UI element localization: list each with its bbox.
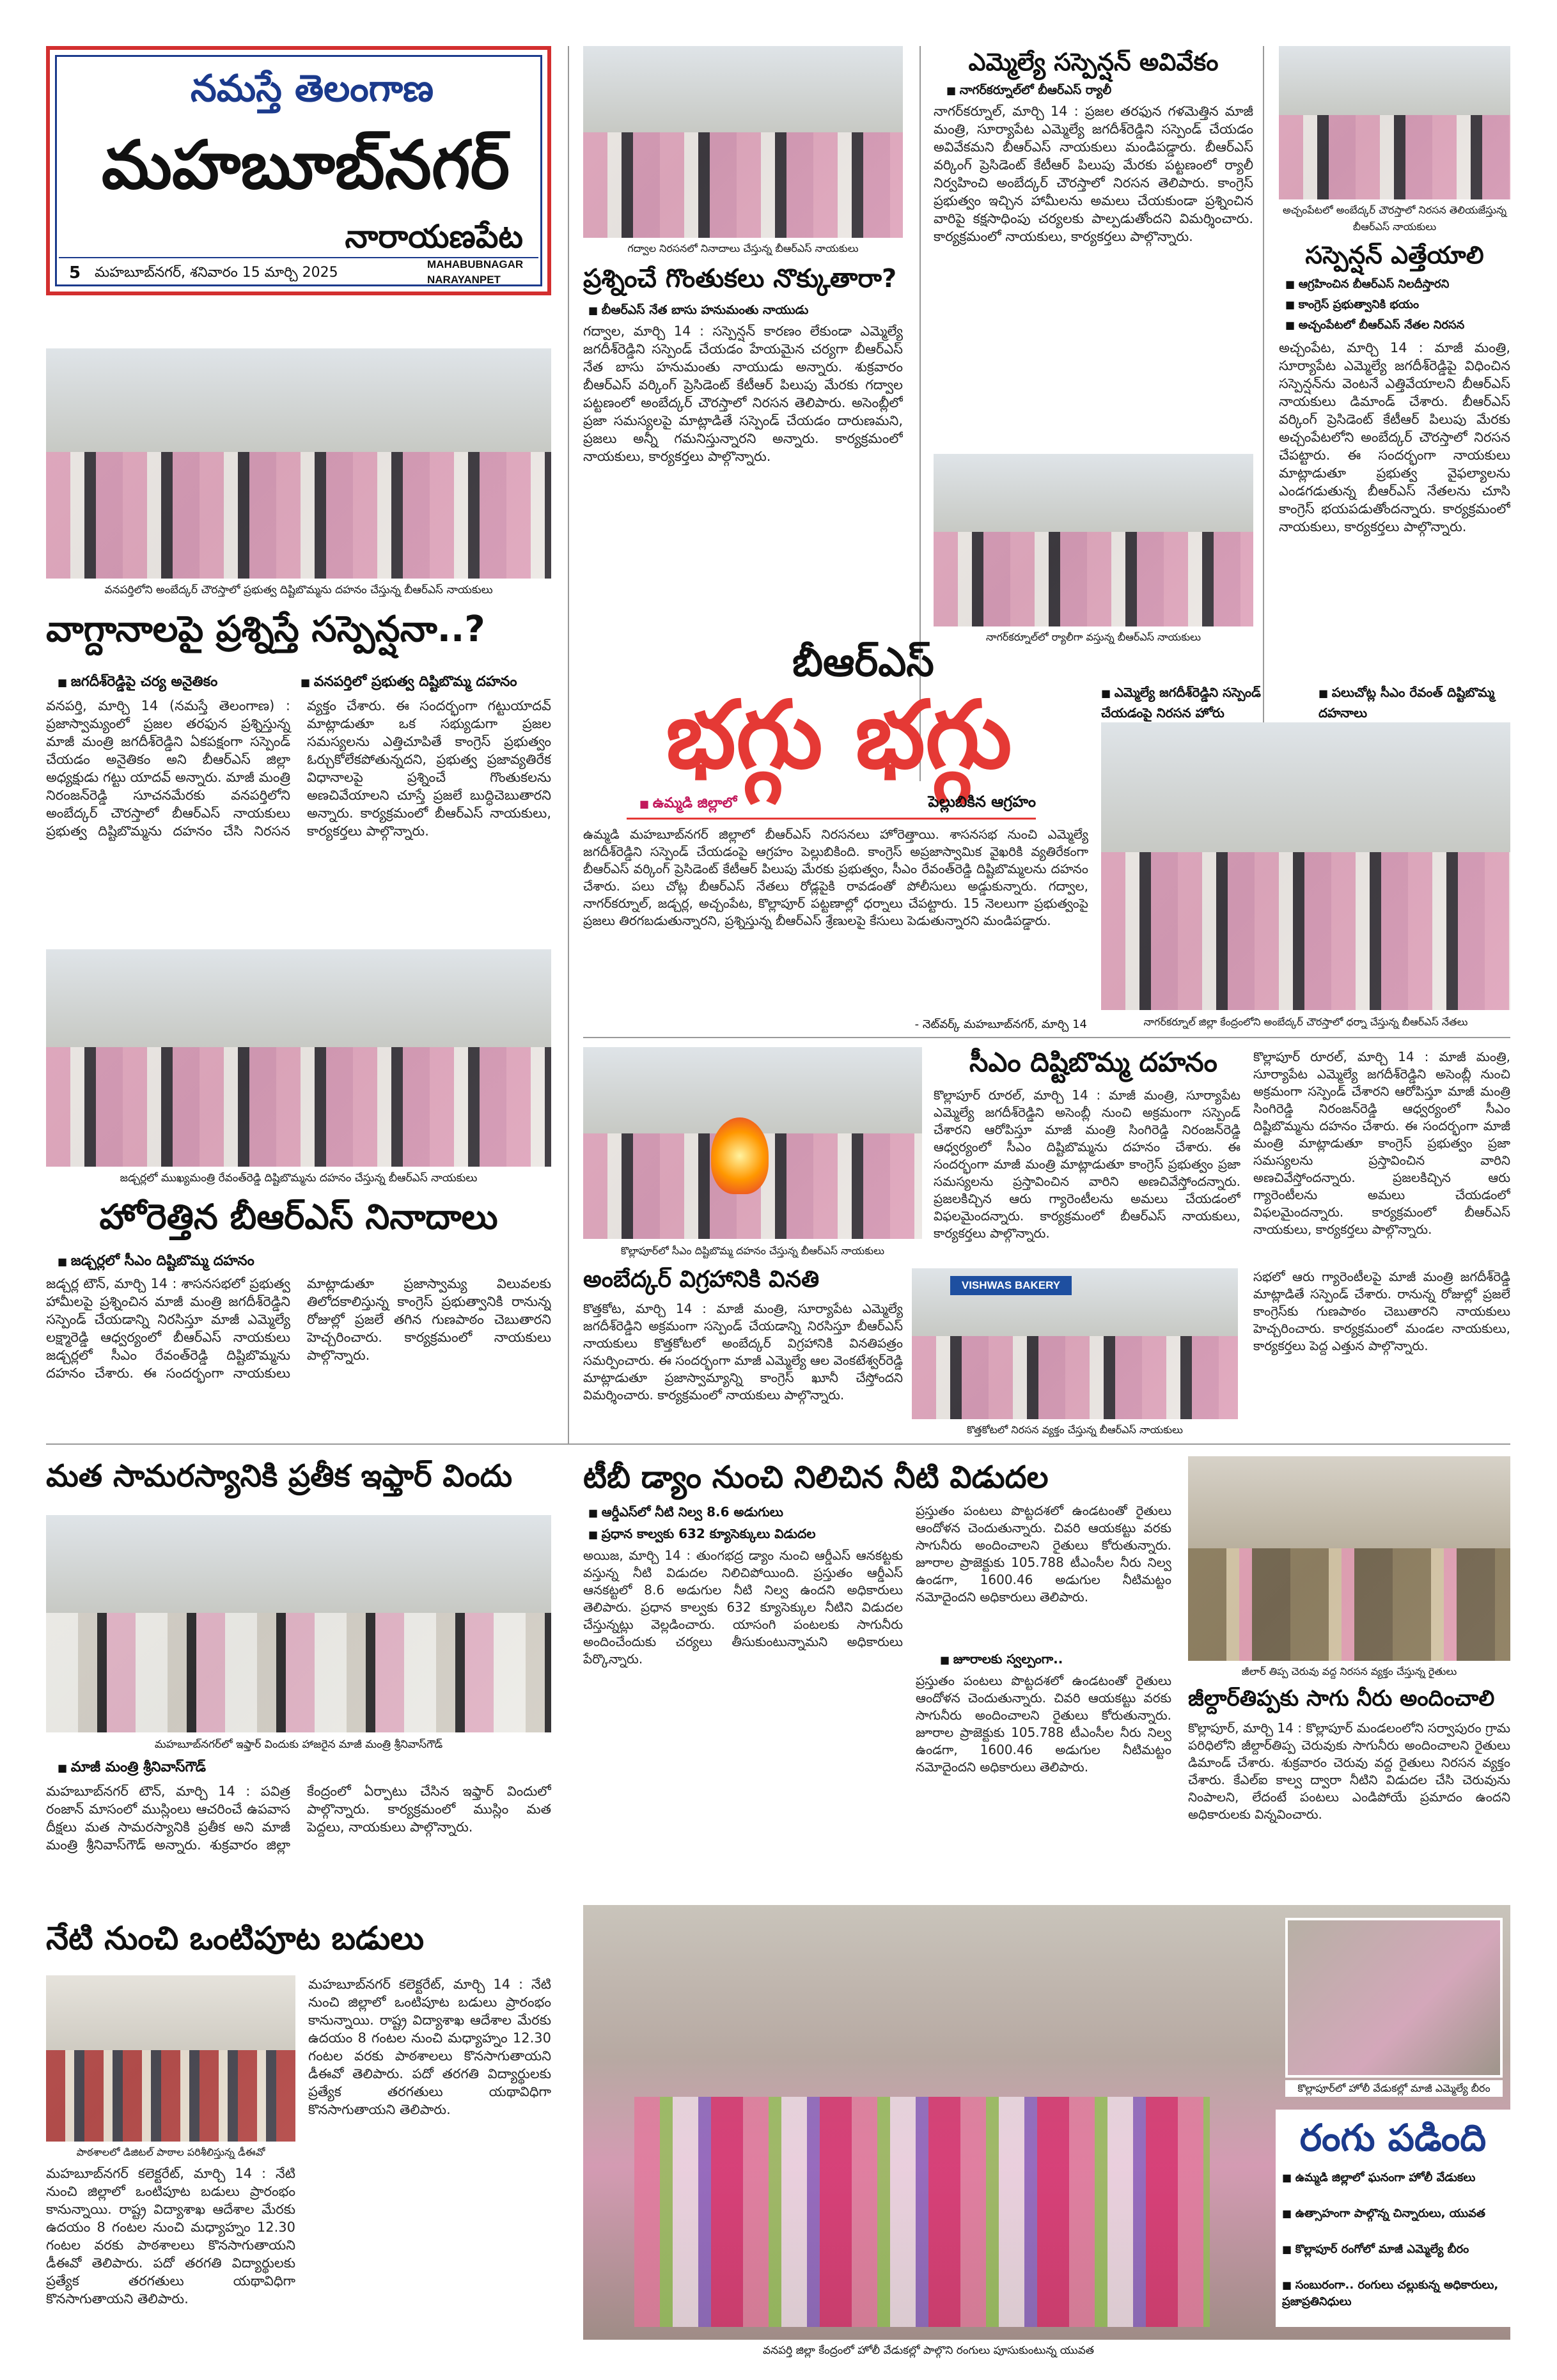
photo-caption: వనపర్తి జిల్లా కేంద్రంలో హోలీ వేడుకల్లో పాల్గొని రంగులు పూసుకుంటున్న యువత bbox=[763, 2344, 1094, 2357]
dateline: మహబూబ్‌నగర్, శనివారం 15 మార్చి 2025 bbox=[95, 265, 338, 281]
story-headline: జీల్దార్‌తిప్పకు సాగు నీరు అందించాలి bbox=[1188, 1686, 1495, 1711]
story-body: మహబూబ్‌నగర్ టౌన్, మార్చి 14 : పవిత్ర రంజాన్ మాసంలో ముస్లింలు ఆచరించే ఉపవాస దీక్షలు మత సామరస్యానికి ప్రతీక అని మాజీ మంత్రి శ్రీనివాస్‌గౌడ్ అన్నారు. శుక్రవారం జిల్లా కేంద్రంలో ఏర్పాటు చేసిన ఇఫ్తార్ విందులో పాల్గొన్నారు. కార్యక్రమంలో ముస్లిం మత పెద్దలు, నాయకులు పాల్గొన్నారు. bbox=[46, 1784, 551, 1853]
photo-crowd bbox=[583, 132, 903, 238]
story-headline: సీఎం దిష్టిబొమ్మ దహనం bbox=[969, 1046, 1217, 1078]
paper-name: నమస్తే తెలంగాణ bbox=[191, 66, 434, 110]
story-body-continued: ప్రస్తుతం పంటలు పొట్టదశలో ఉండటంతో రైతులు ఆందోళన చెందుతున్నారు. చివరి ఆయకట్టు వరకు సాగునీరు అందించాలని రైతులు కోరుతున్నారు. జూరాల ప్రాజెక్టుకు 105.788 టీఎంసీల నీరు నిల్వ ఉండగా, 1600.46 అడుగుల నీటిమట్టం నమోదైందని అధికారులు తెలిపారు. bbox=[916, 1673, 1171, 1775]
story-body: కొల్లాపూర్ రూరల్, మార్చి 14 : మాజీ మంత్రి, సూర్యాపేట ఎమ్మెల్యే జగదీశ్‌రెడ్డిని అసెంబ్లీ నుంచి అక్రమంగా సస్పెండ్ చేశారని ఆరోపిస్తూ మాజీ మంత్రి సింగిరెడ్డి నిరంజన్‌రెడ్డి ఆధ్వర్యంలో సీఎం దిష్టిబొమ్మను దహనం చేశారు. ఈ సందర్భంగా మాజీ మంత్రి మాట్లాడుతూ కాంగ్రెస్ ప్రభుత్వం ప్రజా సమస్యలను ప్రస్తావించిన వారిని అణచివేస్తోందన్నారు. ప్రజలకిచ్చిన ఆరు గ్యారెంటీలను అమలు చేయడంలో విఫలమైందన్నారు. కార్యక్రమంలో బీఆర్ఎస్ నాయకులు, కార్యకర్తలు పాల్గొన్నారు. bbox=[934, 1087, 1240, 1241]
photo-nagarkurnool-dharna bbox=[1101, 722, 1510, 1010]
story-subhead: ■ కొల్లాపూర్ రంగోలో మాజీ ఎమ్మెల్యే బీరం bbox=[1282, 2241, 1507, 2258]
photo-crowd bbox=[46, 452, 551, 579]
story-body: కొత్తకోట, మార్చి 14 : మాజీ మంత్రి, సూర్యాపేట ఎమ్మెల్యే జగదీశ్‌రెడ్డిని అక్రమంగా సస్పెండ్ చేయడాన్ని నిరసిస్తూ బీఆర్ఎస్ నాయకులు కొత్తకోటలో అంబేద్కర్ విగ్రహానికి వినతిపత్రం సమర్పించారు. ఈ సందర్భంగా మాజీ ఎమ్మెల్యే ఆల వెంకటేశ్వర్‌రెడ్డి మాట్లాడుతూ ప్రజాస్వామ్యాన్ని కాంగ్రెస్ ఖూనీ చేస్తోందని విమర్శించారు. కార్యక్రమంలో నాయకులు పాల్గొన్నారు. bbox=[583, 1301, 903, 1403]
lead-kicker: పెల్లుబికిన ఆగ్రహం bbox=[928, 793, 1036, 811]
page-number: 5 bbox=[69, 263, 81, 283]
edition-label-1: MAHABUBNAGAR bbox=[427, 258, 524, 270]
story-subhead: ■ బీఆర్ఎస్ నేత బాసు హనుమంతు నాయుడు bbox=[588, 300, 902, 320]
section-divider bbox=[46, 1443, 1510, 1445]
photo-sky bbox=[583, 46, 903, 132]
photo-crowd bbox=[1101, 852, 1510, 1011]
photo-crowd bbox=[934, 532, 1253, 627]
photo-crowd bbox=[46, 2050, 295, 2142]
edition-title: మహబూబ్‌నగర్ bbox=[101, 125, 510, 204]
story-subhead: ■ ఉత్సాహంగా పాల్గొన్న చిన్నారులు, యువత bbox=[1282, 2205, 1507, 2222]
lead-kicker: ■ ఉమ్మడి జిల్లాలో bbox=[639, 794, 793, 814]
story-body-continued: కొల్లాపూర్ రూరల్, మార్చి 14 : మాజీ మంత్రి, సూర్యాపేట ఎమ్మెల్యే జగదీశ్‌రెడ్డిని అసెంబ్లీ నుంచి అక్రమంగా సస్పెండ్ చేశారని ఆరోపిస్తూ మాజీ మంత్రి సింగిరెడ్డి నిరంజన్‌రెడ్డి ఆధ్వర్యంలో సీఎం దిష్టిబొమ్మను దహనం చేశారు. ఈ సందర్భంగా మాజీ మంత్రి మాట్లాడుతూ కాంగ్రెస్ ప్రభుత్వం ప్రజా సమస్యలను ప్రస్తావించిన వారిని అణచివేస్తోందన్నారు. ప్రజలకిచ్చిన ఆరు గ్యారెంటీలను అమలు చేయడంలో విఫలమైందన్నారు. కార్యక్రమంలో బీఆర్ఎస్ నాయకులు, కార్యకర్తలు పాల్గొన్నారు. bbox=[1253, 1049, 1510, 1237]
story-headline: ప్రశ్నించే గొంతుకలు నొక్కుతారా? bbox=[583, 264, 897, 293]
photo-sky bbox=[46, 1515, 551, 1613]
photo-jadcherla-effigy bbox=[46, 949, 551, 1167]
lead-brs-label: బీఆర్ఎస్ bbox=[792, 639, 934, 685]
story-body-continued: ప్రస్తుతం పంటలు పొట్టదశలో ఉండటంతో రైతులు ఆందోళన చెందుతున్నారు. చివరి ఆయకట్టు వరకు సాగునీరు అందించాలని రైతులు కోరుతున్నారు. జూరాల ప్రాజెక్టుకు 105.788 టీఎంసీల నీరు నిల్వ ఉండగా, 1600.46 అడుగుల నీటిమట్టం నమోదైందని అధికారులు తెలిపారు. bbox=[916, 1503, 1171, 1605]
photo-sky bbox=[46, 949, 551, 1047]
story-subhead: ■ వనపర్తిలో ప్రభుత్వ దిష్టిబొమ్మ దహనం bbox=[301, 673, 550, 692]
photo-sky bbox=[934, 454, 1253, 532]
photo-caption: అచ్చంపేటలో అంబేద్కర్ చౌరస్తాలో నిరసన తెలియజేస్తున్న బీఆర్ఎస్ నాయకులు bbox=[1282, 204, 1506, 233]
photo-caption: జీలార్ తిప్ప చెరువు వద్ద నిరసన వ్యక్తం చేస్తున్న రైతులు bbox=[1241, 1665, 1457, 1677]
masthead bbox=[46, 46, 551, 295]
color-splash bbox=[634, 2097, 1210, 2327]
photo-sky bbox=[1279, 46, 1510, 115]
column-rule bbox=[568, 46, 569, 1443]
lead-photo-subhead: ■ పలుచోట్ల సీఎం రేవంత్ దిష్టిబొమ్మ దహనాలు bbox=[1318, 683, 1510, 722]
section-divider bbox=[583, 1037, 1510, 1038]
story-headline: అంబేద్కర్ విగ్రహానికి వినతి bbox=[583, 1266, 820, 1293]
story-body: వనపర్తి, మార్చి 14 (నమస్తే తెలంగాణ) : ప్రజాస్వామ్యంలో ప్రజల తరఫున ప్రశ్నిస్తున్న మాజీ మంత్రి జగదీశ్‌రెడ్డిని ఏకపక్షంగా సస్పెండ్ చేయడం అనైతికం అని బీఆర్ఎస్ జిల్లా అధ్యక్షుడు గట్టు యాదవ్ అన్నారు. మాజీ మంత్రి నిరంజన్‌రెడ్డి సూచనమేరకు వనపర్తిలోని అంబేద్కర్ చౌరస్తాలో బీఆర్ఎస్ నాయకులు ప్రభుత్వ దిష్టిబొమ్మను దహనం చేసి నిరసన వ్యక్తం చేశారు. ఈ సందర్భంగా గట్టుయాదవ్ మాట్లాడుతూ ఒక సభ్యుడుగా ప్రజల సమస్యలను ఎత్తిచూపితే కాంగ్రెస్ ప్రభుత్వం ఓర్చుకోలేకపోతున్నదని, ప్రభుత్వ ప్రజావ్యతిరేక విధానాలపై ప్రశ్నించే గొంతుకలను అణచివేయాలని చూస్తే ప్రజలే బుద్ధిచెబుతారని అన్నారు. కార్యక్రమంలో బీఆర్ఎస్ నాయకులు, కార్యకర్తలు పాల్గొన్నారు. bbox=[46, 698, 551, 839]
column-rule bbox=[1263, 46, 1264, 743]
story-body: జడ్చర్ల టౌన్, మార్చి 14 : శాసనసభలో ప్రభుత్వ హామీలపై ప్రశ్నించిన మాజీ మంత్రి జగదీశ్‌రెడ్డిని సస్పెండ్ చేయడాన్ని నిరసిస్తూ మాజీ ఎమ్మెల్యే లక్ష్మారెడ్డి ఆధ్వర్యంలో బీఆర్ఎస్ నాయకులు జడ్చర్లలో సీఎం రేవంత్‌రెడ్డి దిష్టిబొమ్మను దహనం చేశారు. ఈ సందర్భంగా నాయకులు మాట్లాడుతూ ప్రజాస్వామ్య విలువలకు తిలోదకాలిస్తున్న కాంగ్రెస్ ప్రభుత్వానికి రానున్న రోజుల్లో ప్రజలే తగిన గుణపాఠం చెబుతారని హెచ్చరించారు. కార్యక్రమంలో నాయకులు పాల్గొన్నారు. bbox=[46, 1276, 551, 1381]
story-subhead: ■ సంబురంగా.. రంగులు చల్లుకున్న అధికారులు, ప్రజాప్రతినిధులు bbox=[1282, 2277, 1507, 2310]
story-subhead: ■ జూరాలకు స్వల్పంగా.. bbox=[940, 1649, 1170, 1670]
fire-shape bbox=[711, 1117, 769, 1194]
sub-edition: నారాయణపేట bbox=[345, 217, 523, 255]
lead-headline: భగ్గు భగ్గు bbox=[666, 680, 1012, 789]
photo-crowd bbox=[46, 1613, 551, 1732]
story-subhead: ■ ప్రధాన కాల్వకు 632 క్యూసెక్కులు విడుదల bbox=[588, 1524, 895, 1544]
photo-sky bbox=[1101, 722, 1510, 852]
lead-photo-subhead: ■ ఎమ్మెల్యే జగదీశ్‌రెడ్డిని సస్పెండ్ చేయడంపై నిరసన హోరు bbox=[1101, 683, 1312, 722]
story-headline: హోరెత్తిన బీఆర్ఎస్ నినాదాలు bbox=[99, 1197, 498, 1237]
story-headline: మత సామరస్యానికి ప్రతీక ఇఫ్తార్ విందు bbox=[46, 1458, 513, 1494]
photo-caption: పాఠశాలలో డిజిటల్ పాఠాల పరిశీలిస్తున్న డీఈవో bbox=[76, 2146, 265, 2158]
story-body: మహబూబ్‌నగర్ కలెక్టరేట్, మార్చి 14 : నేటి నుంచి జిల్లాలో ఒంటిపూట బడులు ప్రారంభం కానున్నాయి. రాష్ట్ర విద్యాశాఖ ఆదేశాల మేరకు ఉదయం 8 గంటల నుంచి మధ్యాహ్నం 12.30 గంటల వరకు పాఠశాలలు కొనసాగుతాయని డీఈవో తెలిపారు. పదో తరగతి విద్యార్థులకు ప్రత్యేక తరగతులు యథావిధిగా కొనసాగుతాయని తెలిపారు. bbox=[46, 2166, 295, 2306]
story-headline: టీబీ డ్యాం నుంచి నిలిచిన నీటి విడుదల bbox=[583, 1459, 1049, 1495]
lead-dateline: - నెట్‌వర్క్ మహబూబ్‌నగర్, మార్చి 14 bbox=[914, 1018, 1087, 1031]
photo-sky bbox=[1188, 1456, 1510, 1548]
photo-caption: మహబూబ్‌నగర్‌లో ఇఫ్తార్ విందుకు హాజరైన మాజీ మంత్రి శ్రీనివాస్‌గౌడ్ bbox=[154, 1738, 443, 1751]
photo-caption: జడ్చర్లలో ముఖ్యమంత్రి రేవంత్‌రెడ్డి దిష్టిబొమ్మను దహనం చేస్తున్న బీఆర్ఎస్ నాయకులు bbox=[120, 1172, 478, 1185]
photo-sky bbox=[46, 348, 551, 452]
photo-jeeladar-farmers bbox=[1188, 1456, 1510, 1661]
holi-inset-photo bbox=[1285, 1918, 1503, 2078]
photo-achampet-protest bbox=[1279, 46, 1510, 199]
lead-body: ఉమ్మడి మహబూబ్‌నగర్ జిల్లాలో బీఆర్ఎస్ నిరసనలు హోరెత్తాయి. శాసనసభ నుంచి ఎమ్మెల్యే జగదీశ్‌రెడ్డిని సస్పెండ్ చేయడంపై ఆగ్రహం పెల్లుబికింది. కాంగ్రెస్ అప్రజాస్వామిక వైఖరికి వ్యతిరేకంగా బీఆర్ఎస్ వర్కింగ్ ప్రెసిడెంట్ కేటీఆర్ పిలుపు మేరకు ప్రభుత్వం, సీఎం రేవంత్‌రెడ్డి దిష్టిబొమ్మలను దహనం చేశారు. పలు చోట్ల బీఆర్ఎస్ నేతలు రోడ్లపైకి రావడంతో పోలీసులు అడ్డుకున్నారు. గద్వాల, నాగర్‌కర్నూల్, జడ్చర్ల, అచ్చంపేట, కొల్లాపూర్ పట్టణాల్లో ధర్నాలు చేపట్టారు. 15 నెలలుగా ప్రభుత్వంపై ప్రజలు తిరగబడుతున్నారని, ప్రశ్నిస్తున్న బీఆర్ఎస్ శ్రేణులపై కేసులు పెడుతున్నారని మండిపడ్డారు. bbox=[583, 827, 1088, 928]
photo-caption: వనపర్తిలోని అంబేద్కర్ చౌరస్తాలో ప్రభుత్వ దిష్టిబొమ్మను దహనం చేస్తున్న బీఆర్ఎస్ నాయకులు bbox=[104, 584, 493, 596]
photo-caption: కొల్లాపూర్‌లో సీఎం దిష్టిబొమ్మ దహనం చేస్తున్న బీఆర్ఎస్ నాయకులు bbox=[620, 1245, 885, 1257]
photo-sky bbox=[583, 1047, 922, 1133]
story-body: గద్వాల, మార్చి 14 : సస్పెన్షన్ కారణం లేకుండా ఎమ్మెల్యే జగదీశ్‌రెడ్డిని సస్పెండ్ చేయడం హేయమైన చర్యగా బీఆర్ఎస్ నేత బాసు హనుమంతు నాయుడు అన్నారు. శుక్రవారం బీఆర్ఎస్ వర్కింగ్ ప్రెసిడెంట్ కేటీఆర్ పిలుపు మేరకు గద్వాల పట్టణంలో అంబేద్కర్ చౌరస్తాలో నిరసన తెలిపారు. అసెంబ్లీలో ప్రజా సమస్యలపై మాట్లాడితే సస్పెండ్ చేయడం దారుణమని, ప్రజలు అన్నీ గమనిస్తున్నారని అన్నారు. కార్యక్రమంలో నాయకులు, కార్యకర్తలు పాల్గొన్నారు. bbox=[583, 323, 903, 464]
photo-caption: గద్వాల నిరసనలో నినాదాలు చేస్తున్న బీఆర్ఎస్ నాయకులు bbox=[627, 242, 859, 254]
photo-kollapur-effigy bbox=[583, 1047, 922, 1239]
story-subhead: ■ ఉమ్మడి జిల్లాలో ఘనంగా హోలీ వేడుకలు bbox=[1282, 2170, 1507, 2186]
photo-gadwal-protest bbox=[583, 46, 903, 238]
photo-wanaparthy-protest bbox=[46, 348, 551, 579]
story-body: కొల్లాపూర్, మార్చి 14 : కొల్లాపూర్ మండలంలోని సర్వాపురం గ్రామ పరిధిలోని జీల్దార్‌తిప్ప చెరువుకు సాగునీరు అందించాలని రైతులు డిమాండ్ చేశారు. శుక్రవారం చెరువు వద్ద రైతులు నిరసన వ్యక్తం చేశారు. కేఎల్ఐ కాల్వ ద్వారా నీటిని విడుదల చేసి చెరువును నింపాలని, లేదంటే పంటలు ఎండిపోయే ప్రమాదం ఉందని అధికారులకు విన్నవించారు. bbox=[1188, 1720, 1510, 1822]
photo-caption: కొత్తకోటలో నిరసన వ్యక్తం చేస్తున్న బీఆర్ఎస్ నాయకులు bbox=[967, 1424, 1183, 1436]
holi-headline: రంగు పడింది bbox=[1299, 2116, 1487, 2159]
story-subhead: ■ ఆగ్రహించిన బీఆర్ఎస్ నిలదీస్తారని bbox=[1285, 275, 1509, 294]
story-headline: ఎమ్మెల్యే సస్పెన్షన్ అవివేకం bbox=[968, 48, 1219, 76]
photo-crowd bbox=[1188, 1548, 1510, 1661]
story-body: అచ్చంపేట, మార్చి 14 : మాజీ మంత్రి, సూర్యాపేట ఎమ్మెల్యే జగదీశ్‌రెడ్డిపై విధించిన సస్పెన్షన్‌ను వెంటనే ఎత్తివేయాలని బీఆర్ఎస్ నాయకులు డిమాండ్ చేశారు. బీఆర్ఎస్ వర్కింగ్ ప్రెసిడెంట్ కేటీఆర్ పిలుపు మేరకు అచ్చంపేటలోని అంబేద్కర్ చౌరస్తాలో నిరసన చేపట్టారు. ఈ సందర్భంగా నాయకులు మాట్లాడుతూ ప్రభుత్వ వైఫల్యాలను ఎండగడుతున్న బీఆర్ఎస్ నేతలను చూసి కాంగ్రెస్ భయపడుతోందన్నారు. కార్యక్రమంలో నాయకులు, కార్యకర్తలు పాల్గొన్నారు. bbox=[1279, 340, 1510, 534]
holi-inset-caption: కొల్లాపూర్‌లో హోలీ వేడుకల్లో మాజీ ఎమ్మెల్యే బీరం bbox=[1285, 2080, 1503, 2097]
story-subhead: ■ జగదీశ్‌రెడ్డిపై చర్య అనైతికం bbox=[58, 673, 301, 692]
photo-caption: నాగర్‌కర్నూల్ జిల్లా కేంద్రంలోని అంబేద్కర్ చౌరస్తాలో ధర్నా చేస్తున్న బీఆర్ఎస్ నేతలు bbox=[1143, 1016, 1468, 1028]
story-subhead: ■ ఆర్డీఎస్‌లో నీటి నిల్వ 8.6 అడుగులు bbox=[588, 1502, 895, 1523]
story-subhead: ■ అచ్చంపేటలో బీఆర్ఎస్ నేతల నిరసన bbox=[1285, 316, 1509, 335]
story-body: అయిజ, మార్చి 14 : తుంగభద్ర డ్యాం నుంచి ఆర్డీఎస్ ఆనకట్టకు వస్తున్న నీటి విడుదల నిలిచిపోయింది. ప్రస్తుతం ఆర్డీఎస్ ఆనకట్టలో 8.6 అడుగుల నీటి నిల్వ ఉందని అధికారులు తెలిపారు. ప్రధాన కాల్వకు 632 క్యూసెక్కుల నీటిని విడుదల చేస్తున్నట్లు వెల్లడించారు. యాసంగి పంటలకు సాగునీరు అందించేందుకు చర్యలు తీసుకుంటున్నామని అధికారులు పేర్కొన్నారు. bbox=[583, 1548, 903, 1667]
photo-kothakota-protest bbox=[912, 1268, 1238, 1419]
edition-label-2: NARAYANPET bbox=[427, 274, 501, 286]
photo-iftar bbox=[46, 1515, 551, 1732]
story-body-continued: మహబూబ్‌నగర్ కలెక్టరేట్, మార్చి 14 : నేటి నుంచి జిల్లాలో ఒంటిపూట బడులు ప్రారంభం కానున్నాయి. రాష్ట్ర విద్యాశాఖ ఆదేశాల మేరకు ఉదయం 8 గంటల నుంచి మధ్యాహ్నం 12.30 గంటల వరకు పాఠశాలలు కొనసాగుతాయని డీఈవో తెలిపారు. పదో తరగతి విద్యార్థులకు ప్రత్యేక తరగతులు యథావిధిగా కొనసాగుతాయని తెలిపారు. bbox=[308, 1977, 551, 2117]
story-headline: సస్పెన్షన్ ఎత్తేయాలి bbox=[1305, 241, 1484, 269]
story-subhead: ■ నాగర్‌కర్నూల్‌లో బీఆర్ఎస్ ర్యాలీ bbox=[946, 81, 1247, 100]
story-body: నాగర్‌కర్నూల్, మార్చి 14 : ప్రజల తరఫున గళమెత్తిన మాజీ మంత్రి, సూర్యాపేట ఎమ్మెల్యే జగదీశ్‌రెడ్డిని సస్పెండ్ చేయడం అవివేకమని బీఆర్ఎస్ నాయకులు మండిపడ్డారు. బీఆర్ఎస్ వర్కింగ్ ప్రెసిడెంట్ కేటీఆర్ పిలుపు మేరకు పట్టణంలో ర్యాలీ నిర్వహించి అంబేద్కర్ చౌరస్తాలో నిరసన తెలిపారు. కాంగ్రెస్ ప్రభుత్వం ఇచ్చిన హామీలను అమలు చేయకుండా ప్రశ్నించిన వారిపై కక్షసాధింపు చర్యలకు పాల్పడుతోందని విమర్శించారు. కార్యక్రమంలో నాయకులు, కార్యకర్తలు పాల్గొన్నారు. bbox=[934, 104, 1253, 244]
story-body: సభలో ఆరు గ్యారెంటీలపై మాజీ మంత్రి జగదీశ్‌రెడ్డి మాట్లాడితే సస్పెండ్ చేశారు. రానున్న రోజుల్లో ప్రజలే కాంగ్రెస్‌కు గుణపాఠం చెబుతారని నాయకులు హెచ్చరించారు. కార్యక్రమంలో మండల నాయకులు, కార్యకర్తలు పెద్ద ఎత్తున పాల్గొన్నారు. bbox=[1253, 1269, 1510, 1353]
photo-crowd bbox=[46, 1047, 551, 1167]
shop-sign: VISHWAS BAKERY bbox=[950, 1276, 1072, 1295]
story-subhead: ■ జడ్చర్లలో సీఎం దిష్టిబొమ్మ దహనం bbox=[58, 1252, 377, 1272]
story-headline: నేటి నుంచి ఒంటిపూట బడులు bbox=[46, 1920, 425, 1957]
photo-sky bbox=[46, 1975, 295, 2050]
photo-crowd bbox=[912, 1336, 1238, 1419]
photo-classroom bbox=[46, 1975, 295, 2142]
story-subhead: ■ మాజీ మంత్రి శ్రీనివాస్‌గౌడ్ bbox=[58, 1758, 301, 1778]
story-headline: వాగ్దానాలపై ప్రశ్నిస్తే సస్పెన్షనా..? bbox=[46, 609, 485, 650]
photo-caption: నాగర్‌కర్నూల్‌లో ర్యాలీగా వస్తున్న బీఆర్ఎస్ నాయకులు bbox=[985, 631, 1201, 643]
photo-crowd bbox=[1279, 115, 1510, 199]
photo-nagarkurnool-rally bbox=[934, 454, 1253, 626]
story-subhead: ■ కాంగ్రెస్ ప్రభుత్వానికి భయం bbox=[1285, 295, 1509, 315]
